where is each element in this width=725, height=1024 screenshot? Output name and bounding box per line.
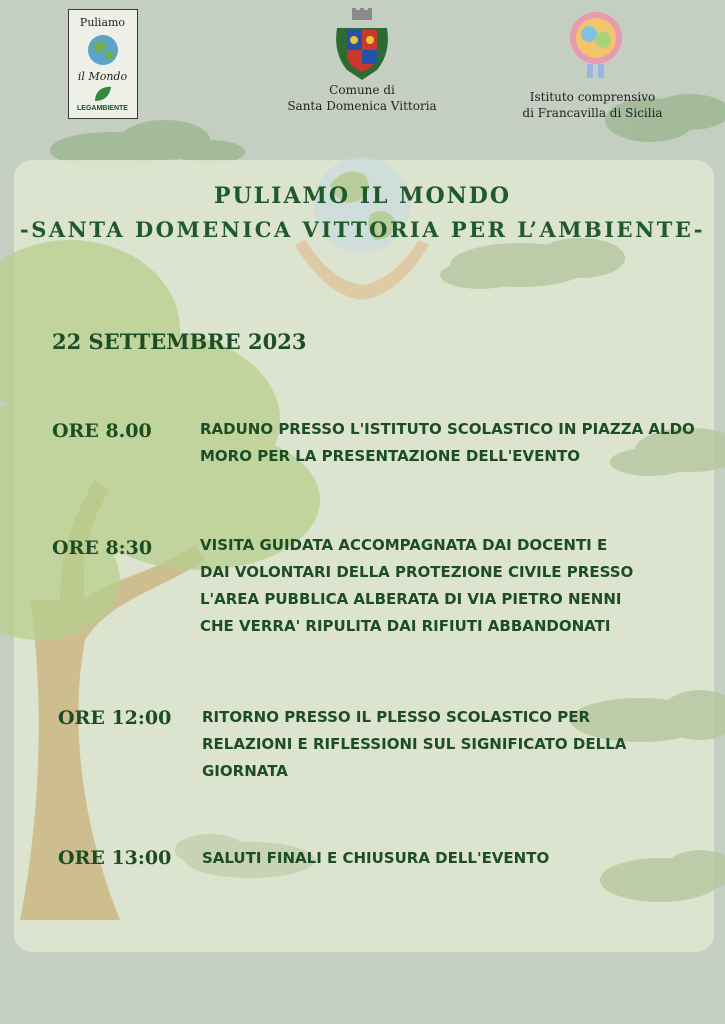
schedule-line: MORO PER LA PRESENTAZIONE DELL'EVENTO: [200, 447, 580, 465]
schedule-line: RITORNO PRESSO IL PLESSO SCOLASTICO PER: [202, 708, 591, 726]
schedule-time: ORE 12:00: [58, 707, 172, 729]
globe-icon: [87, 34, 119, 66]
schedule-line: GIORNATA: [202, 762, 288, 780]
title-line1: PULIAMO IL MONDO: [213, 183, 512, 209]
event-date: 22 SETTEMBRE 2023: [52, 329, 307, 354]
logo-brand: LEGAMBIENTE: [77, 105, 128, 112]
title-line2: -SANTA DOMENICA VITTORIA PER L’AMBIENTE-: [20, 217, 705, 242]
coat-of-arms-icon: [333, 8, 391, 82]
schedule-line: DAI VOLONTARI DELLA PROTEZIONE CIVILE PRESSO: [200, 563, 634, 581]
schedule-time: ORE 13:00: [58, 847, 172, 869]
schedule-line: RELAZIONI E RIFLESSIONI SUL SIGNIFICATO DELLA: [202, 735, 627, 753]
puliamo-il-mondo-logo: [68, 9, 138, 119]
schedule-line: L'AREA PUBBLICA ALBERATA DI VIA PIETRO NENNI: [200, 590, 622, 608]
schedule-description: [202, 704, 626, 785]
schedule-line: CHE VERRA' RIPULITA DAI RIFIUTI ABBANDONATI: [200, 617, 611, 635]
schedule-line: VISITA GUIDATA ACCOMPAGNATA DAI DOCENTI E: [200, 536, 608, 554]
schedule-line: RADUNO PRESSO L'ISTITUTO SCOLASTICO IN PIAZZA ALDO: [200, 420, 695, 438]
schedule-description: [200, 416, 695, 470]
logo-line2: il Mondo: [77, 70, 128, 83]
comune-line1: Comune di: [329, 83, 395, 97]
comune-line2: Santa Domenica Vittoria: [287, 99, 437, 113]
school-logo-icon: [567, 10, 625, 82]
logo-line1: Puliamo: [79, 16, 126, 29]
schedule-line: SALUTI FINALI E CHIUSURA DELL'EVENTO: [202, 849, 550, 867]
istituto-line1: Istituto comprensivo: [529, 90, 656, 104]
istituto-line2: di Francavilla di Sicilia: [522, 106, 663, 120]
schedule-time: ORE 8.00: [52, 420, 152, 442]
schedule-time: ORE 8:30: [52, 537, 153, 559]
schedule-description: [202, 845, 549, 872]
leaf-icon: [93, 85, 113, 103]
schedule-description: [200, 532, 633, 640]
